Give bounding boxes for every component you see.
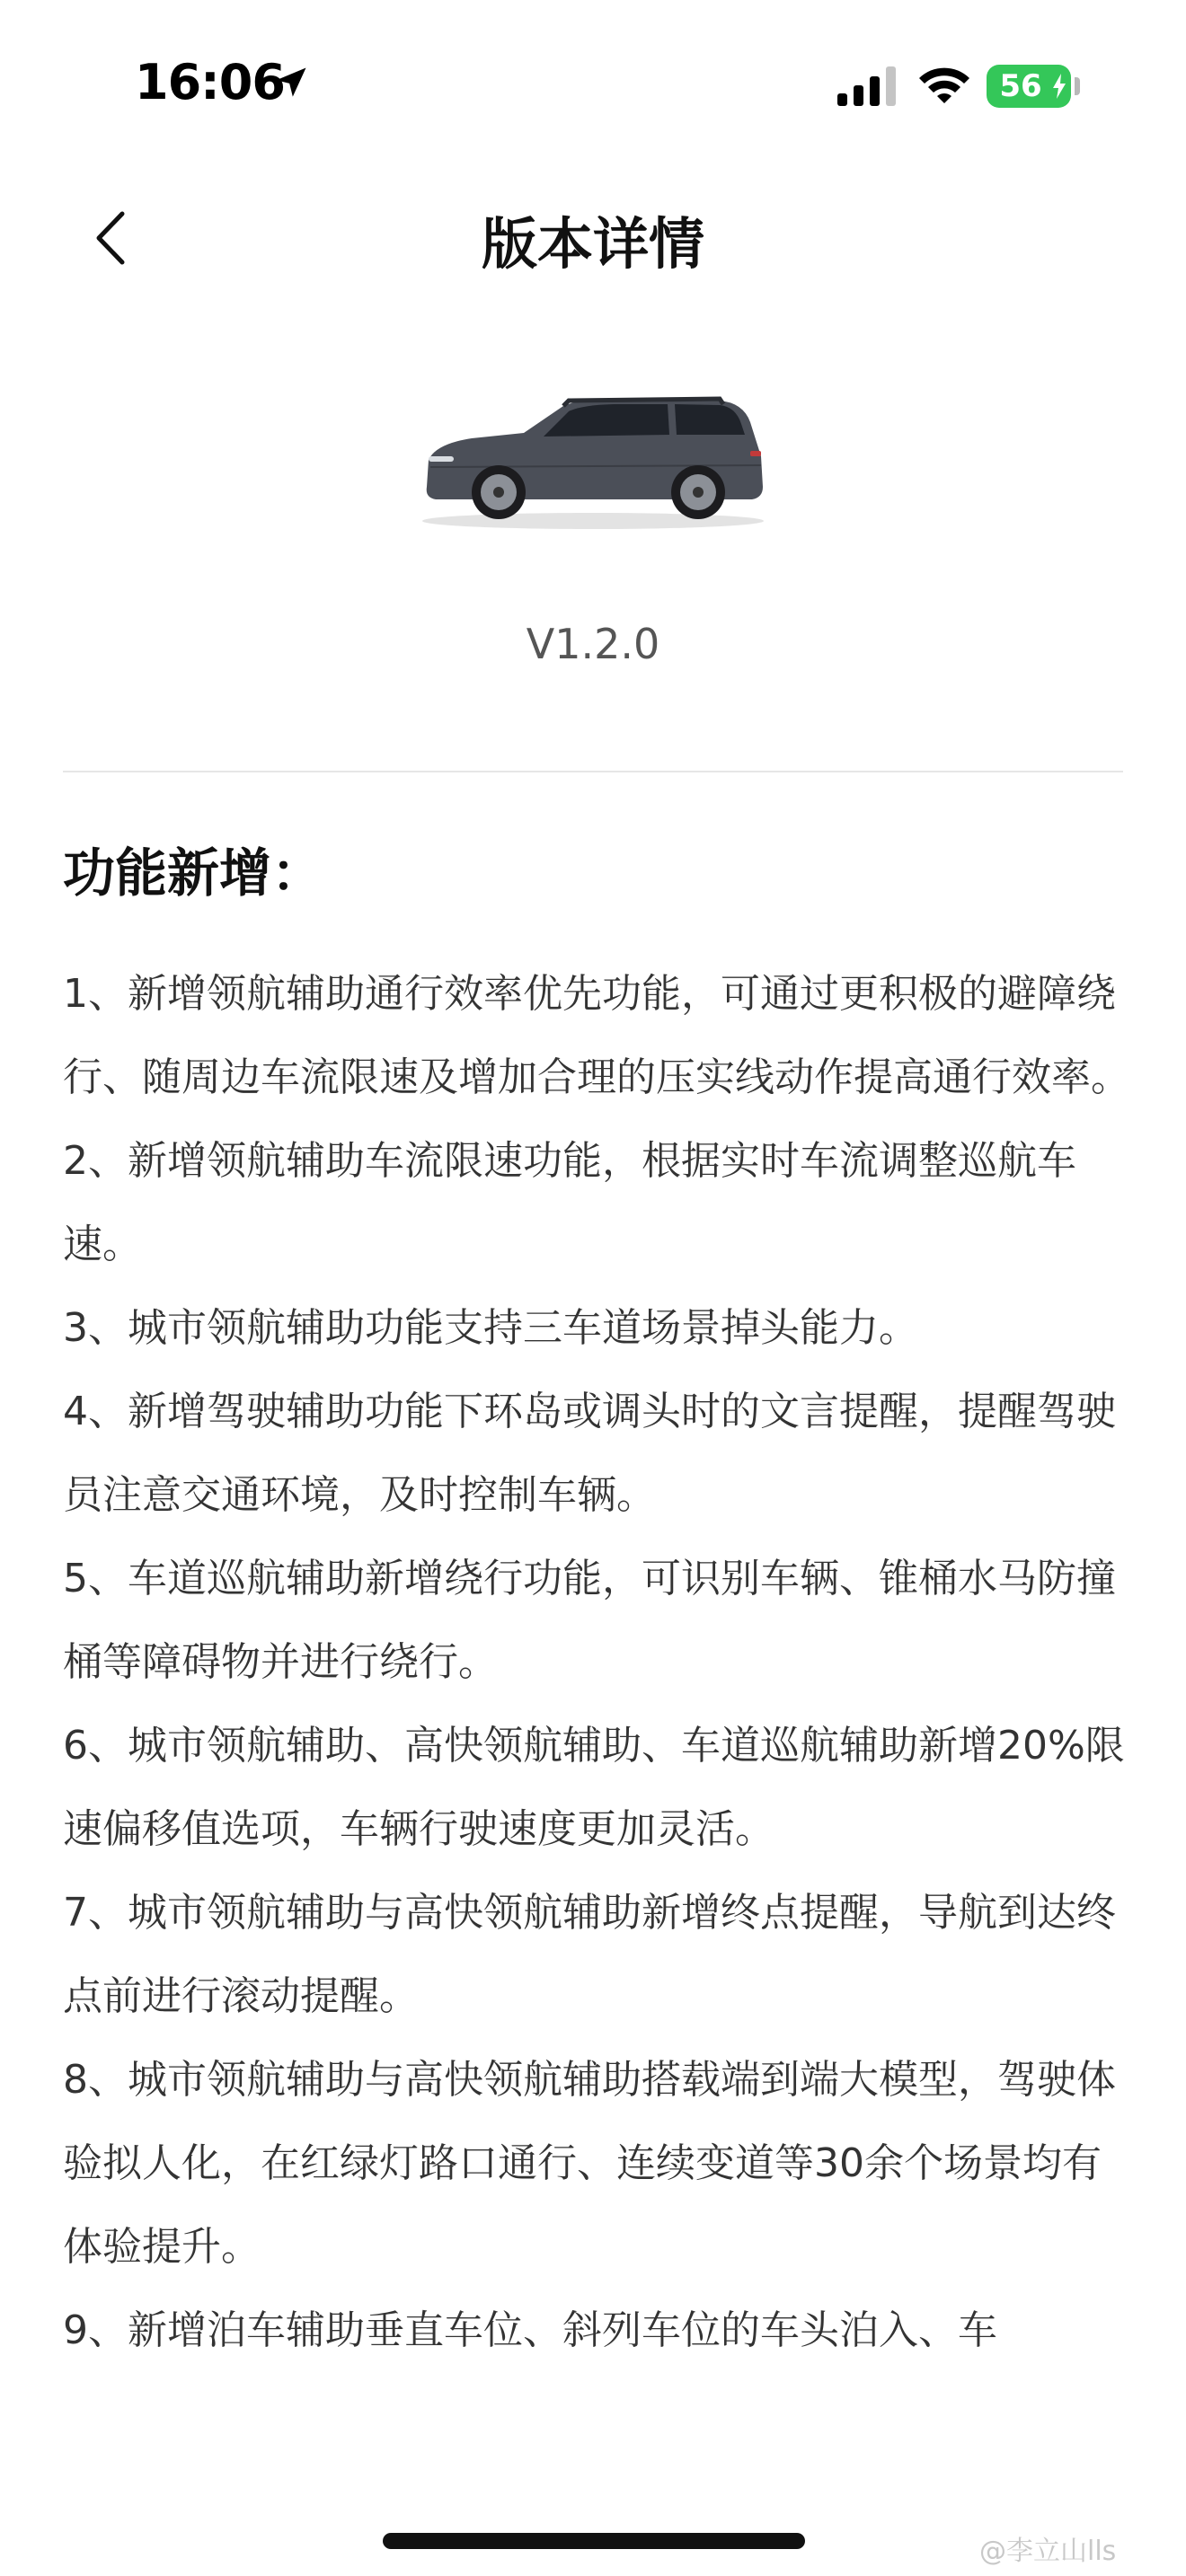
nav-bar — [0, 171, 1186, 305]
release-note-item: 5、车道巡航辅助新增绕行功能，可识别车辆、锥桶水马防撞桶等障碍物并进行绕行。 — [63, 1556, 1116, 1685]
release-note-item: 7、城市领航辅助与高快领航辅助新增终点提醒，导航到达终点前进行滚动提醒。 — [63, 1890, 1116, 2019]
watermark: @李立山lls — [979, 2536, 1117, 2567]
release-note-item: 1、新增领航辅助通行效率优先功能，可通过更积极的避障绕行、随周边车流限速及增加合理的压实线动作提高通行效率。 — [63, 971, 1130, 1100]
page-title: 版本详情 — [481, 211, 704, 277]
section-title: 功能新增： — [63, 842, 324, 904]
wifi-icon — [916, 63, 972, 106]
location-arrow-icon — [271, 63, 311, 102]
status-bar — [0, 0, 1186, 171]
battery-tip — [1075, 77, 1080, 95]
release-note-item: 9、新增泊车辅助垂直车位、斜列车位的车头泊入、车 — [63, 2307, 997, 2353]
cellular-signal-icon — [837, 66, 897, 106]
battery-indicator — [987, 65, 1071, 108]
status-time: 16:06 — [135, 54, 285, 110]
charging-bolt-icon — [1051, 74, 1067, 99]
release-note-item: 4、新增驾驶辅助功能下环岛或调头时的文言提醒，提醒驾驶员注意交通环境，及时控制车辆。 — [63, 1389, 1116, 1518]
release-note-item: 3、城市领航辅助功能支持三车道场景掉头能力。 — [63, 1305, 918, 1351]
suv-car-image — [409, 386, 777, 539]
release-note-item: 2、新增领航辅助车流限速功能，根据实时车流调整巡航车速。 — [63, 1138, 1076, 1267]
version-label: V1.2.0 — [526, 620, 660, 668]
release-notes-list[interactable] — [63, 952, 1132, 2483]
battery-level: 56 — [999, 68, 1042, 104]
release-note-item: 6、城市领航辅助、高快领航辅助、车道巡航辅助新增20%限速偏移值选项，车辆行驶速度更加灵活。 — [63, 1723, 1125, 1852]
divider — [63, 771, 1123, 772]
home-indicator[interactable] — [383, 2533, 805, 2549]
release-note-item: 8、城市领航辅助与高快领航辅助搭载端到端大模型，驾驶体验拟人化，在红绿灯路口通行、连续变道等30余个场景均有体验提升。 — [63, 2057, 1116, 2270]
